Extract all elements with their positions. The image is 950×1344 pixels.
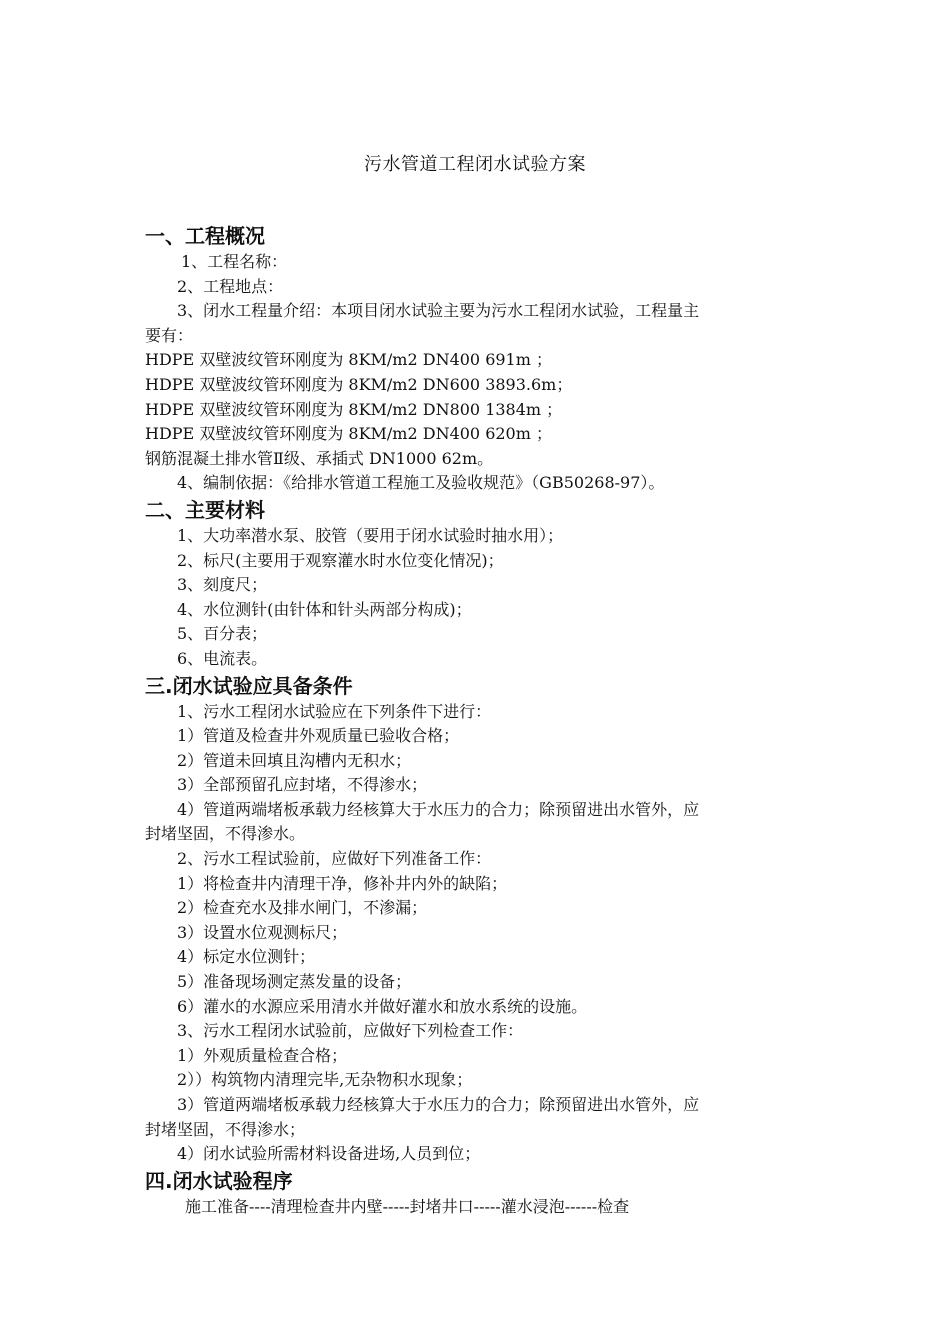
paragraph-line: 6、电流表。 [177,648,268,668]
paragraph-line: 4、水位测针(由针体和针头两部分构成)； [177,599,472,619]
paragraph-line: HDPE 双壁波纹管环刚度为 8KM/m2 DN800 1384m ； [145,399,563,419]
paragraph-line: 4）闭水试验所需材料设备进场,人员到位； [177,1144,481,1164]
section-heading-conditions: 三.闭水试验应具备条件 [145,673,353,698]
paragraph-line: 1）将检查井内清理干净，修补井内外的缺陷； [177,873,508,893]
document-body [145,222,810,1219]
paragraph-line: 要有： [145,325,194,345]
paragraph-line: 3、刻度尺； [177,575,268,595]
paragraph-line: 1）外观质量检查合格； [177,1045,348,1065]
paragraph-line: 1、工程名称： [181,252,288,271]
paragraph-line: 6）灌水的水源应采用清水并做好灌水和放水系统的设施。 [177,996,588,1016]
paragraph-line: 2）管道未回填且沟槽内无积水； [177,750,412,770]
section-heading-materials: 二、主要材料 [145,497,265,522]
paragraph-line: 3）全部预留孔应封堵，不得渗水； [177,775,428,795]
paragraph-line: 4）管道两端堵板承载力经核算大于水压力的合力；除预留进出水管外，应 [177,799,700,819]
paragraph-line: 5）准备现场测定蒸发量的设备； [177,972,412,992]
paragraph-line: HDPE 双壁波纹管环刚度为 8KM/m2 DN400 620m ； [145,424,552,444]
paragraph-line: 3）管道两端堵板承载力经核算大于水压力的合力；除预留进出水管外，应 [177,1095,700,1114]
paragraph-line: 封堵坚固，不得渗水； [145,1119,306,1139]
paragraph-line: 3）设置水位观测标尺； [177,922,348,942]
paragraph-line: 3、闭水工程量介绍：本项目闭水试验主要为污水工程闭水试验，工程量主 [177,301,700,321]
paragraph-line: 2、标尺(主要用于观察灌水时水位变化情况)； [177,550,504,570]
paragraph-line: 2））构筑物内清理完毕,无杂物积水现象； [177,1070,473,1090]
paragraph-line: 5、百分表； [177,624,268,644]
paragraph-line: 2、工程地点： [177,276,284,296]
section-heading-overview: 一、工程概况 [145,224,265,248]
paragraph-line: 施工准备----清理检查井内壁-----封堵井口-----灌水浸泡------检查 [185,1196,630,1216]
paragraph-line: HDPE 双壁波纹管环刚度为 8KM/m2 DN600 3893.6m； [145,374,573,394]
paragraph-line: 钢筋混凝土排水管Ⅱ级、承插式 DN1000 62m。 [145,448,494,468]
document-title: 污水管道工程闭水试验方案 [364,154,586,175]
paragraph-line: 2）检查充水及排水闸门，不渗漏； [177,898,428,918]
paragraph-line: 3、污水工程闭水试验前，应做好下列检查工作： [177,1021,524,1041]
paragraph-line: 1）管道及检查井外观质量已验收合格； [177,726,460,746]
section-heading-procedure: 四.闭水试验程序 [145,1168,293,1193]
paragraph-line: 2、污水工程试验前，应做好下列准备工作： [177,849,492,869]
paragraph-line: 封堵坚固，不得渗水。 [145,824,306,844]
paragraph-line: 1、污水工程闭水试验应在下列条件下进行： [177,701,492,721]
paragraph-line: HDPE 双壁波纹管环刚度为 8KM/m2 DN400 691m ； [145,350,552,370]
paragraph-line: 4、编制依据：《给排水管道工程施工及验收规范》（GB50268-97）。 [177,473,665,493]
paragraph-line: 1、大功率潜水泵、胶管（要用于闭水试验时抽水用）； [177,525,564,545]
paragraph-line: 4）标定水位测针； [177,947,316,967]
